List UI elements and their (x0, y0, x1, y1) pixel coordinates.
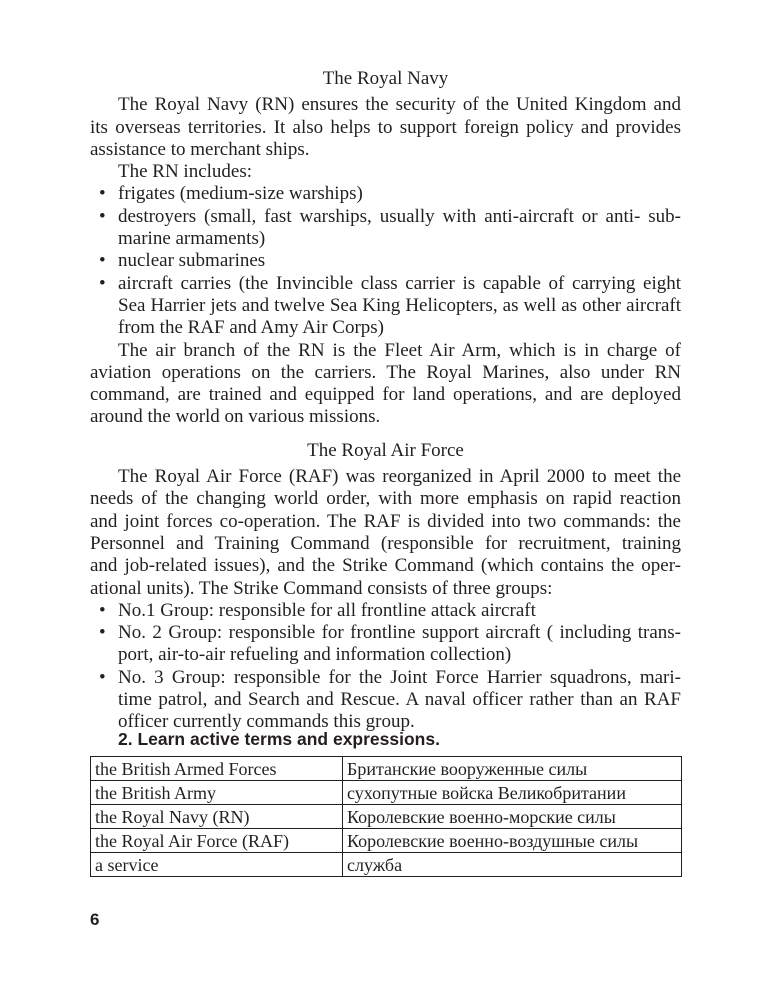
table-row (91, 757, 682, 781)
line-text: officer currently commands this group. (118, 711, 415, 733)
bullet-item (90, 250, 681, 272)
line-text: its overseas territories. It also helps to support foreign policy and provides (90, 116, 681, 138)
bullet-item (90, 206, 681, 251)
text-line (90, 206, 681, 228)
section-royal-navy (90, 68, 681, 429)
line-text: and joint forces co-operation. The RAF is divided into two commands: the (90, 510, 681, 532)
paragraph (90, 466, 681, 600)
bullet-icon: • (99, 599, 106, 621)
page-number: 6 (90, 910, 100, 929)
line-text: No.1 Group: responsible for all frontline attack aircraft (118, 599, 536, 621)
bullet-icon: • (99, 666, 106, 688)
text-line (90, 228, 681, 250)
section-title: The Royal Air Force (307, 439, 464, 461)
line-text: marine armaments) (118, 228, 266, 250)
text-line (90, 600, 681, 622)
text-line (90, 511, 681, 533)
line-text: The RN includes: (118, 161, 253, 183)
text-line (90, 273, 681, 295)
text-line (90, 533, 681, 555)
term-english: the British Army (91, 781, 343, 805)
bullet-item (90, 622, 681, 667)
line-text: ational units). The Strike Command consists of three groups: (90, 577, 553, 599)
paragraph (90, 161, 681, 183)
term-english: the Royal Air Force (RAF) (91, 829, 343, 853)
bullet-icon: • (99, 272, 106, 294)
text-line (90, 183, 681, 205)
term-russian: Королевские военно-морские силы (343, 805, 682, 829)
line-text: nuclear submarines (118, 250, 266, 272)
section-title: The Royal Navy (322, 68, 449, 89)
paragraph (90, 340, 681, 429)
text-line (90, 578, 681, 600)
line-text: from the RAF and Amy Air Corps) (118, 317, 384, 339)
bullet-icon: • (99, 622, 106, 644)
text-line (90, 384, 681, 406)
text-line (90, 317, 681, 339)
term-english: the Royal Navy (RN) (91, 805, 343, 829)
bullet-icon: • (99, 183, 106, 205)
term-russian: Британские вооруженные силы (343, 757, 682, 781)
terms-table (90, 756, 682, 877)
line-text: No. 3 Group: responsible for the Joint Force Harrier squadrons, mari- (118, 666, 681, 688)
bullet-icon: • (99, 205, 106, 227)
line-text: destroyers (small, fast warships, usually with anti-aircraft or anti- sub- (118, 205, 681, 227)
text-line (90, 161, 681, 183)
line-text: and job-related issues), and the Strike Command (which contains the oper- (90, 555, 681, 577)
line-text: The Royal Navy (RN) ensures the security of the United Kingdom and (118, 94, 681, 116)
page-body (90, 68, 681, 734)
table-row (91, 781, 682, 805)
text-line (90, 555, 681, 577)
bullet-item (90, 667, 681, 734)
bullet-icon: • (99, 250, 106, 272)
term-russian: Королевские военно-воздушные силы (343, 829, 682, 853)
table-row (91, 853, 682, 877)
text-line (90, 117, 681, 139)
line-text: Sea Harrier jets and twelve Sea King Helicopters, as well as other aircraft (118, 294, 681, 316)
text-line (90, 250, 681, 272)
text-line (90, 644, 681, 666)
text-line (90, 139, 681, 161)
text-line (90, 488, 681, 510)
table-row (91, 829, 682, 853)
line-text: command, are trained and equipped for land operations, and are deployed (90, 384, 681, 406)
line-text: The air branch of the RN is the Fleet Air Arm, which is in charge of (118, 339, 681, 361)
text-line (90, 94, 681, 116)
text-line (90, 340, 681, 362)
exercise-heading: 2. Learn active terms and expressions. (118, 729, 440, 749)
line-text: Personnel and Training Command (responsible for recruitment, training (90, 532, 681, 554)
text-line (90, 406, 681, 428)
text-line (90, 295, 681, 317)
line-text: needs of the changing world order, with more emphasis on rapid reaction (90, 488, 681, 510)
text-line (90, 466, 681, 488)
bullet-item (90, 183, 681, 205)
term-russian: служба (343, 853, 682, 877)
line-text: No. 2 Group: responsible for frontline support aircraft ( including trans- (118, 622, 681, 644)
text-line (90, 622, 681, 644)
term-english: the British Armed Forces (91, 757, 343, 781)
line-text: time patrol, and Search and Rescue. A naval officer rather than an RAF (118, 689, 681, 711)
text-line (90, 689, 681, 711)
text-line (90, 362, 681, 384)
bullet-item (90, 600, 681, 622)
line-text: aircraft carries (the Invincible class carrier is capable of carrying eight (118, 272, 681, 294)
text-line (90, 667, 681, 689)
line-text: port, air-to-air refueling and information collection) (118, 644, 512, 666)
term-english: a service (91, 853, 343, 877)
line-text: aviation operations on the carriers. The Royal Marines, also under RN (90, 361, 681, 383)
paragraph (90, 94, 681, 161)
line-text: frigates (medium-size warships) (118, 183, 363, 205)
table-row (91, 805, 682, 829)
bullet-item (90, 273, 681, 340)
section-royal-air-force (90, 440, 681, 734)
line-text: The Royal Air Force (RAF) was reorganized in April 2000 to meet the (118, 466, 681, 488)
line-text: around the world on various missions. (90, 406, 381, 428)
line-text: assistance to merchant ships. (90, 138, 310, 160)
term-russian: сухопутные войска Великобритании (343, 781, 682, 805)
